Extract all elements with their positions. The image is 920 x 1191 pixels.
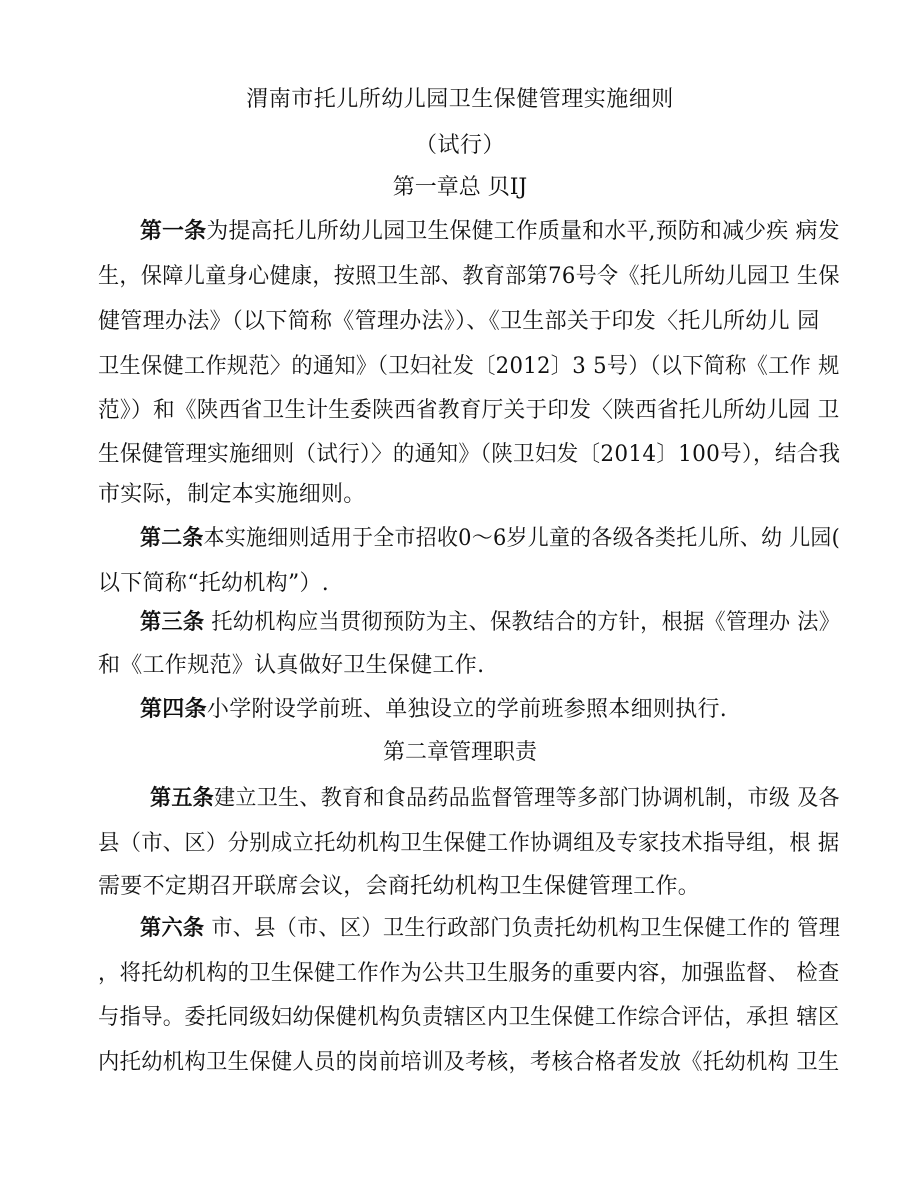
article-5-text-1: 建立卫生、教育和食品药品监督管理等多部门协调机制，市级 及各 <box>214 786 840 811</box>
article-4-label: 第四条 <box>140 696 207 722</box>
article-1-line-4: 卫生保健工作规范〉的通知》（卫妇社发〔2012〕3 5号）（以下简称《工作 规 <box>98 354 840 379</box>
document-title: 渭南市托儿所幼儿园卫生保健管理实施细则 <box>246 87 674 112</box>
article-3-line-1 <box>140 605 840 636</box>
article-4-line-1 <box>140 692 727 723</box>
article-1-line-7: 市实际，制定本实施细则。 <box>98 482 366 507</box>
article-6-line-4: 内托幼机构卫生保健人员的岗前培训及考核，考核合格者发放《托幼机构 卫生 <box>98 1050 840 1075</box>
article-3-text-1: 托幼机构应当贯彻预防为主、保教结合的方针，根据《管理办 法》 <box>204 610 841 635</box>
article-2-line-1 <box>140 521 840 552</box>
article-1-line-1 <box>140 214 840 245</box>
article-1-line-6: 生保健管理实施细则（试行）〉的通知》（陕卫妇发〔2014〕100号），结合我 <box>98 442 841 467</box>
article-1-line-3: 健管理办法》（以下简称《管理办法》）、《卫生部关于印发〈托儿所幼儿 园 <box>98 309 820 334</box>
article-1-line-5: 范》）和《陕西省卫生计生委陕西省教育厅关于印发〈陕西省托儿所幼儿园 卫 <box>98 398 840 423</box>
article-6-line-3: 与指导。委托同级妇幼保健机构负责辖区内卫生保健工作综合评估，承担 辖区 <box>98 1005 840 1030</box>
article-1-label: 第一条 <box>140 218 207 244</box>
article-3-label: 第三条 <box>140 609 205 635</box>
chapter-1-heading: 第一章总 贝IJ <box>392 175 528 200</box>
article-2-line-2: 以下简称“托幼机构”）. <box>98 571 330 596</box>
document-subtitle: （试行） <box>414 133 505 158</box>
chapter-2-heading: 第二章管理职责 <box>382 740 537 765</box>
article-2-text-1: 本实施细则适用于全市招收0〜6岁儿童的各级各类托儿所、幼 儿园( <box>203 526 841 551</box>
article-5-line-3: 需要不定期召开联席会议，会商托幼机构卫生保健管理工作。 <box>98 874 701 899</box>
article-1-line-2: 生，保障儿童身心健康，按照卫生部、教育部第76号令《托儿所幼儿园卫 生保 <box>98 264 840 289</box>
article-5-line-2: 县（市、区）分别成立托幼机构卫生保健工作协调组及专家技术指导组，根 据 <box>98 831 840 856</box>
article-5-line-1 <box>150 781 840 812</box>
article-6-line-1 <box>140 911 840 942</box>
article-1-text-1: 为提高托儿所幼儿园卫生保健工作质量和水平,预防和减少疾 病发 <box>206 219 840 244</box>
article-4-text-1: 小学附设学前班、单独设立的学前班参照本细则执行. <box>206 697 728 722</box>
article-3-line-2: 和《工作规范》认真做好卫生保健工作. <box>98 653 485 678</box>
article-6-line-2: ，将托幼机构的卫生保健工作作为公共卫生服务的重要内容，加强监督、 检查 <box>98 961 840 986</box>
article-6-label: 第六条 <box>140 915 205 941</box>
article-5-label: 第五条 <box>150 785 215 811</box>
article-6-text-1: 市、县（市、区）卫生行政部门负责托幼机构卫生保健工作的 管理 <box>204 916 841 941</box>
article-2-label: 第二条 <box>140 525 204 551</box>
